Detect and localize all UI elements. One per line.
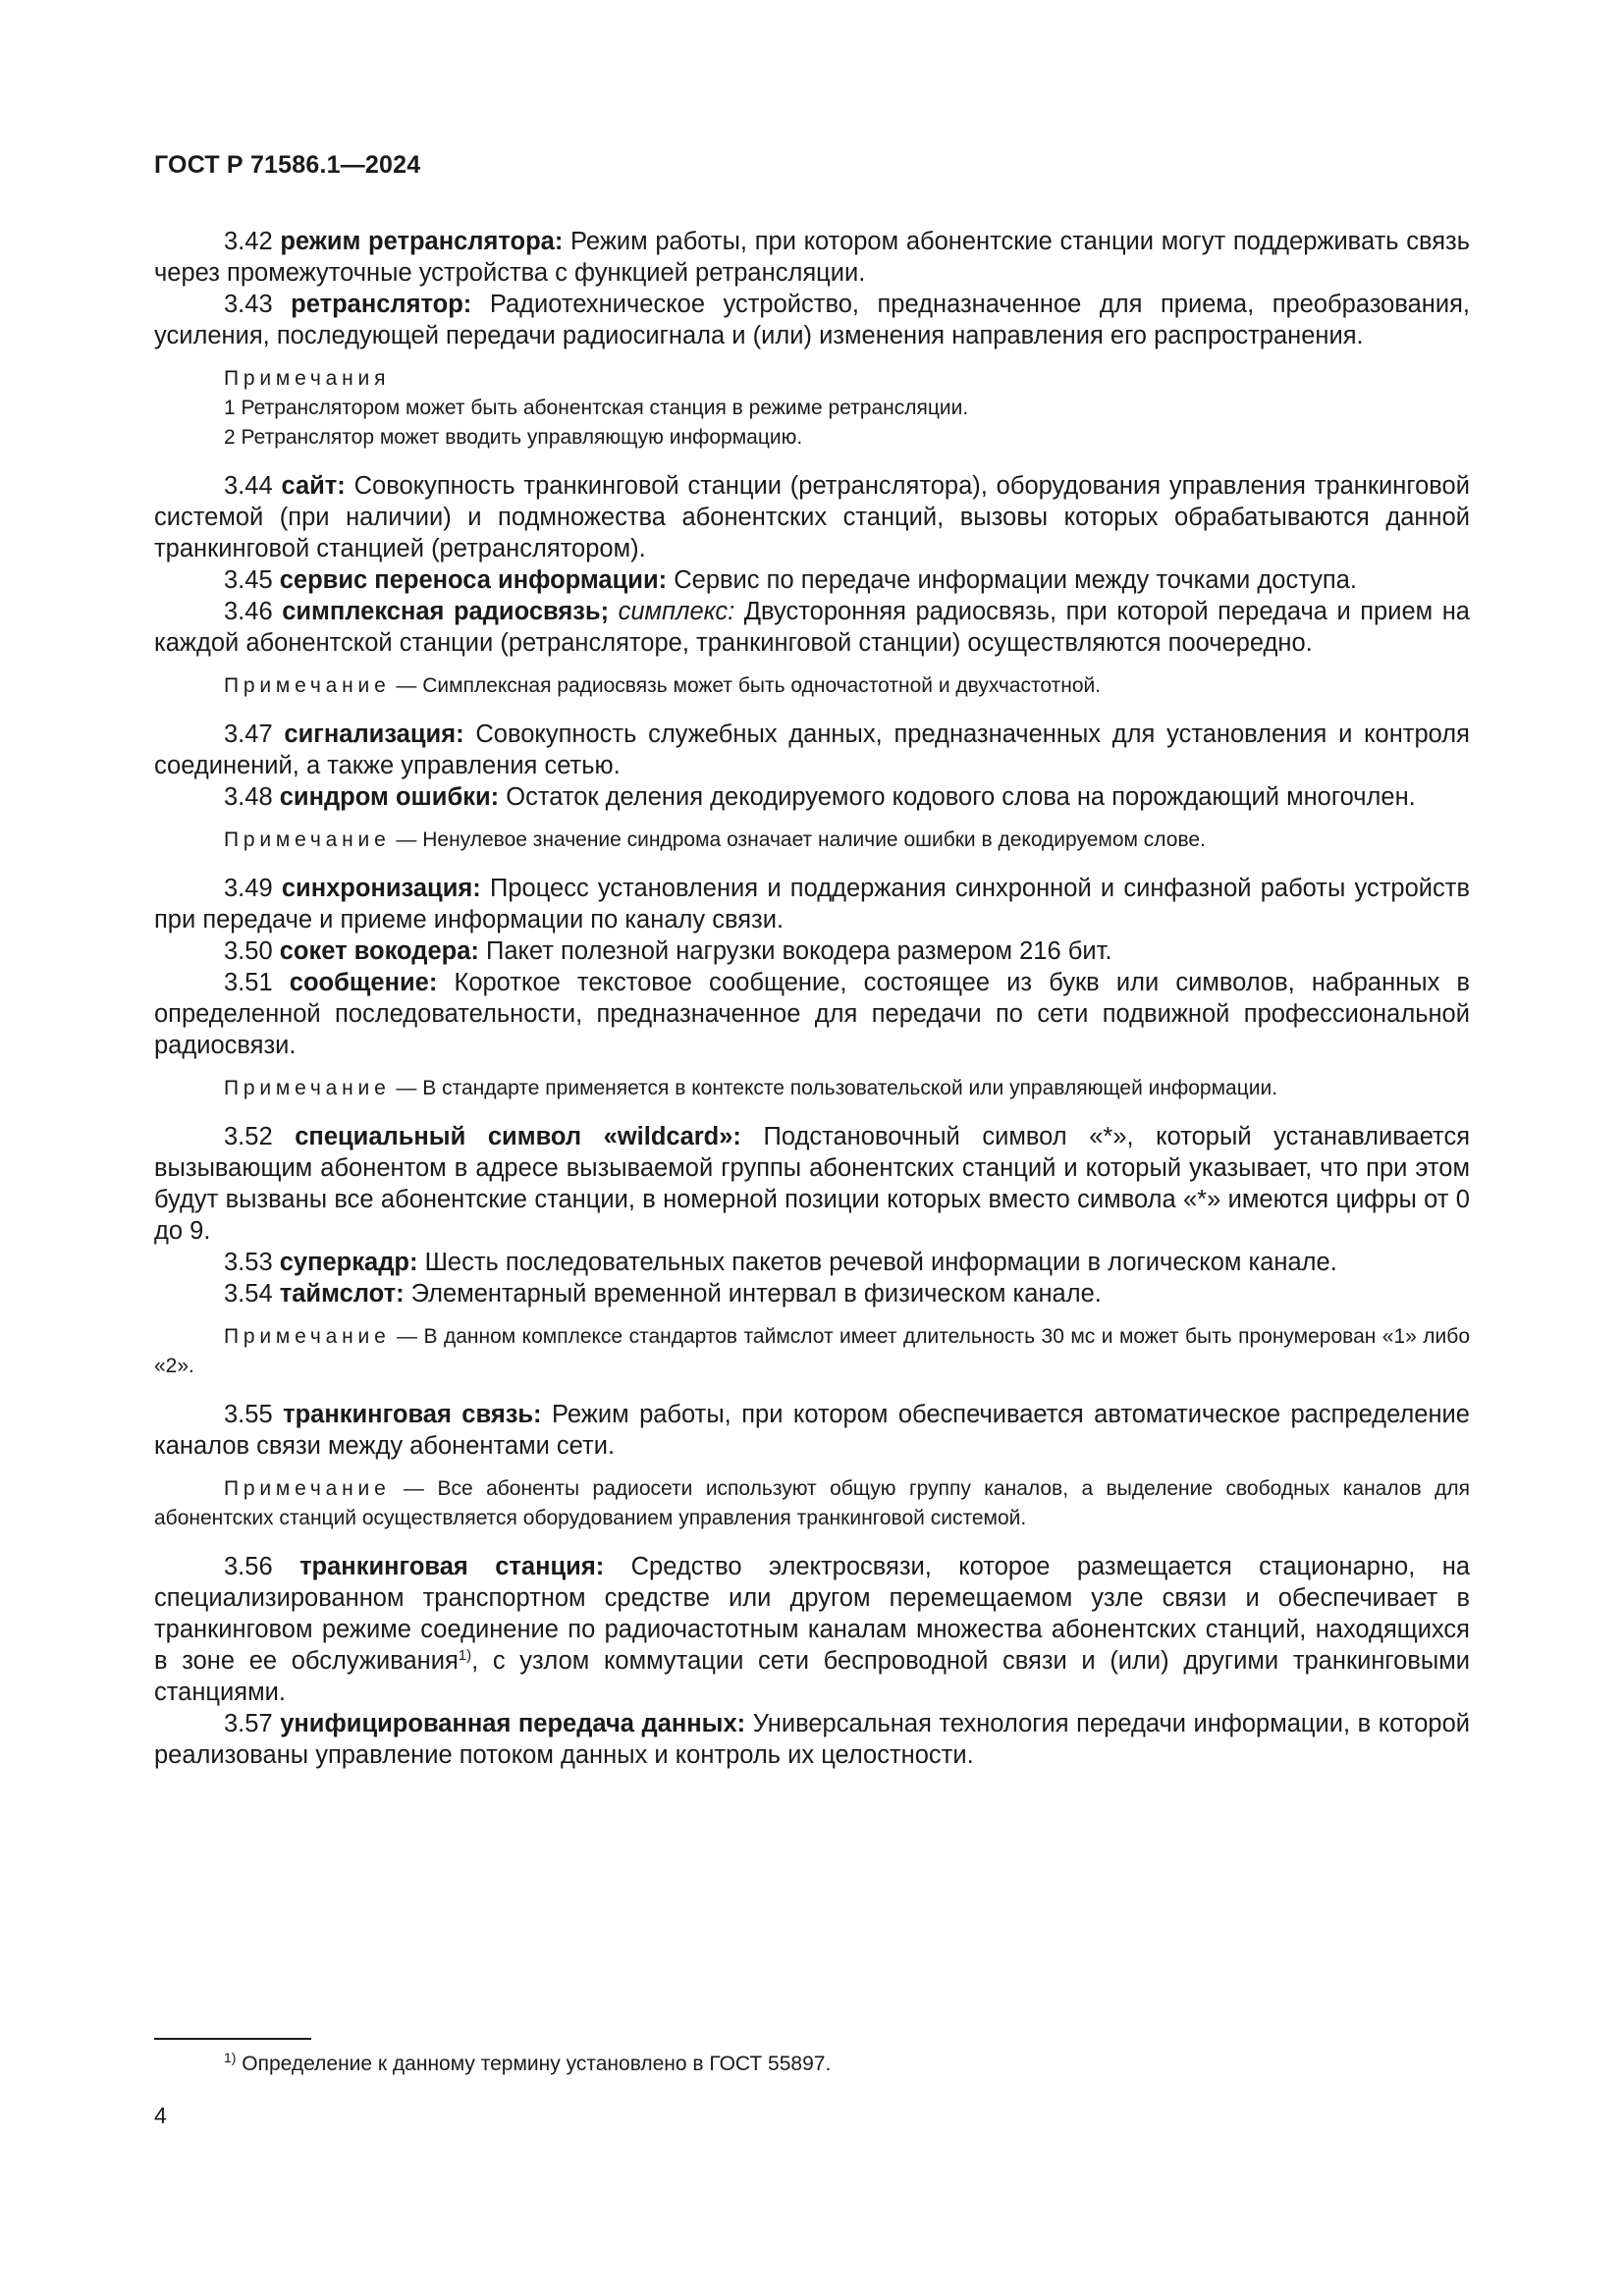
definition-3-48: 3.48 синдром ошибки: Остаток деления декодируемого кодового слова на порождающий многочлен.: [224, 783, 1416, 811]
note-item: 1 Ретранслятором может быть абонентская станция в режиме ретрансляции.: [224, 397, 969, 419]
document-body: [154, 226, 1470, 1771]
term-name: транкинговая связь:: [283, 1401, 542, 1428]
document-header: ГОСТ Р 71586.1—2024: [154, 151, 421, 179]
definition-3-47: 3.47 сигнализация: Совокупность служебных данных, предназначенных для установления и контроля соединений, а также управления сетью.: [154, 721, 1470, 779]
term-name: ретранслятор:: [291, 291, 472, 318]
note-3-55: Примечание — Все абоненты радиосети используют общую группу каналов, а выделение свободных каналов для абонентских станций осуществляется оборудованием управления транкинговой системой.: [154, 1477, 1470, 1529]
definition-3-56: 3.56 транкинговая станция: Средство электросвязи, которое размещается стационарно, на специализированном транспортном средстве или другом перемещаемом узле связи и обеспечивает в транкинговом режиме соединение по радиочастотным каналам множества абонентских станций, находящихся в зоне ее обслуживания$^{1)}$, с узлом коммутации сети беспроводной связи и (или) другими транкинговыми станциями.: [154, 1553, 1471, 1706]
term-name: симплексная радиосвязь;: [282, 598, 610, 625]
note-label: Примечание: [224, 674, 391, 697]
definition-3-49: 3.49 синхронизация: Процесс установления и поддержания синхронной и синфазной работы устройств при передаче и приеме информации по каналу связи.: [154, 875, 1470, 934]
note-label: Примечание: [224, 1325, 391, 1348]
definition-3-44: 3.44 сайт: Совокупность транкинговой станции (ретранслятора), оборудования управления транкинговой системой (при наличии) и подмножества абонентских станций, вызовы которых обрабатываются данной транкинговой станцией (ретранслятором).: [154, 472, 1470, 562]
footnote-text: Определение к данному термину установлено в ГОСТ 55897.: [242, 2053, 832, 2075]
definition-3-52: 3.52 специальный символ «wildcard»: Подстановочный символ «*», который устанавливается вызывающим абонентом в адресе вызываемой группы абонентских станций и который указывает, что при этом будут вызваны все абонентские станции, в номерной позиции которых вместо символа «*» имеются цифры от 0 до 9.: [154, 1123, 1471, 1245]
term-name: сайт:: [281, 472, 346, 500]
term-name: специальный символ «wildcard»:: [295, 1123, 741, 1150]
footnote: [224, 2051, 831, 2078]
definition-3-46: 3.46 симплексная радиосвязь; симплекс: Двусторонняя радиосвязь, при которой передача и прием на каждой абонентской станции (ретрансляторе, транкинговой станции) осуществляются поочередно.: [154, 598, 1470, 657]
term-name: сигнализация:: [284, 721, 464, 748]
note-label: Примечание: [224, 1477, 391, 1500]
term-name: сокет вокодера:: [279, 937, 479, 965]
footnote-separator: [154, 2038, 311, 2040]
term-alt: симплекс:: [618, 598, 735, 625]
term-name: унифицированная передача данных:: [280, 1710, 746, 1737]
term-name: сервис переноса информации:: [279, 566, 668, 594]
footnote-reference: 1): [458, 1647, 472, 1664]
note-3-48: Примечание — Ненулевое значение синдрома означает наличие ошибки в декодируемом слове.: [224, 828, 1206, 851]
term-name: таймслот:: [279, 1280, 405, 1308]
definition-3-51: 3.51 сообщение: Короткое текстовое сообщение, состоящее из букв или символов, набранных в определенной последовательности, предназначенное для передачи по сети подвижной профессиональной радиосвязи.: [154, 969, 1470, 1059]
definition-3-42: 3.42 режим ретранслятора: Режим работы, при котором абонентские станции могут поддерживать связь через промежуточные устройства с функцией ретрансляции.: [154, 228, 1471, 287]
notes-heading: Примечания: [224, 367, 391, 390]
footnote-marker: 1): [224, 2050, 237, 2065]
term-name: синдром ошибки:: [279, 783, 500, 811]
term-name: суперкадр:: [279, 1249, 418, 1276]
note-3-46: Примечание — Симплексная радиосвязь может быть одночастотной и двухчастотной.: [224, 674, 1102, 697]
term-name: сообщение:: [289, 969, 438, 996]
note-label: Примечание: [224, 1077, 391, 1099]
note-label: Примечание: [224, 828, 391, 851]
definition-3-54: 3.54 таймслот: Элементарный временной интервал в физическом канале.: [224, 1280, 1102, 1308]
note-item: 2 Ретранслятор может вводить управляющую информацию.: [224, 426, 803, 449]
notes-3-43: [154, 364, 1470, 453]
term-name: режим ретранслятора:: [280, 228, 564, 255]
term-name: синхронизация:: [281, 875, 481, 902]
definition-3-43: 3.43 ретранслятор: Радиотехническое устройство, предназначенное для приема, преобразования, усиления, последующей передачи радиосигнала и (или) изменения направления его распространения.: [154, 291, 1470, 349]
term-name: транкинговая станция:: [299, 1553, 605, 1580]
page-number: 4: [154, 2103, 167, 2128]
definition-3-50: 3.50 сокет вокодера: Пакет полезной нагрузки вокодера размером 216 бит.: [224, 937, 1112, 965]
note-3-51: Примечание — В стандарте применяется в контексте пользовательской или управляющей информации.: [224, 1077, 1278, 1099]
definition-3-53: 3.53 суперкадр: Шесть последовательных пакетов речевой информации в логическом канале.: [224, 1249, 1337, 1276]
definition-3-55: 3.55 транкинговая связь: Режим работы, при котором обеспечивается автоматическое распределение каналов связи между абонентами сети.: [154, 1401, 1470, 1460]
definition-3-57: 3.57 унифицированная передача данных: Универсальная технология передачи информации, в которой реализованы управление потоком данных и контроль их целостности.: [154, 1710, 1470, 1769]
definition-3-45: 3.45 сервис переноса информации: Сервис по передаче информации между точками доступа.: [224, 566, 1357, 594]
note-3-54: Примечание — В данном комплексе стандартов таймслот имеет длительность 30 мс и может быть пронумерован «1» либо «2».: [154, 1325, 1470, 1377]
